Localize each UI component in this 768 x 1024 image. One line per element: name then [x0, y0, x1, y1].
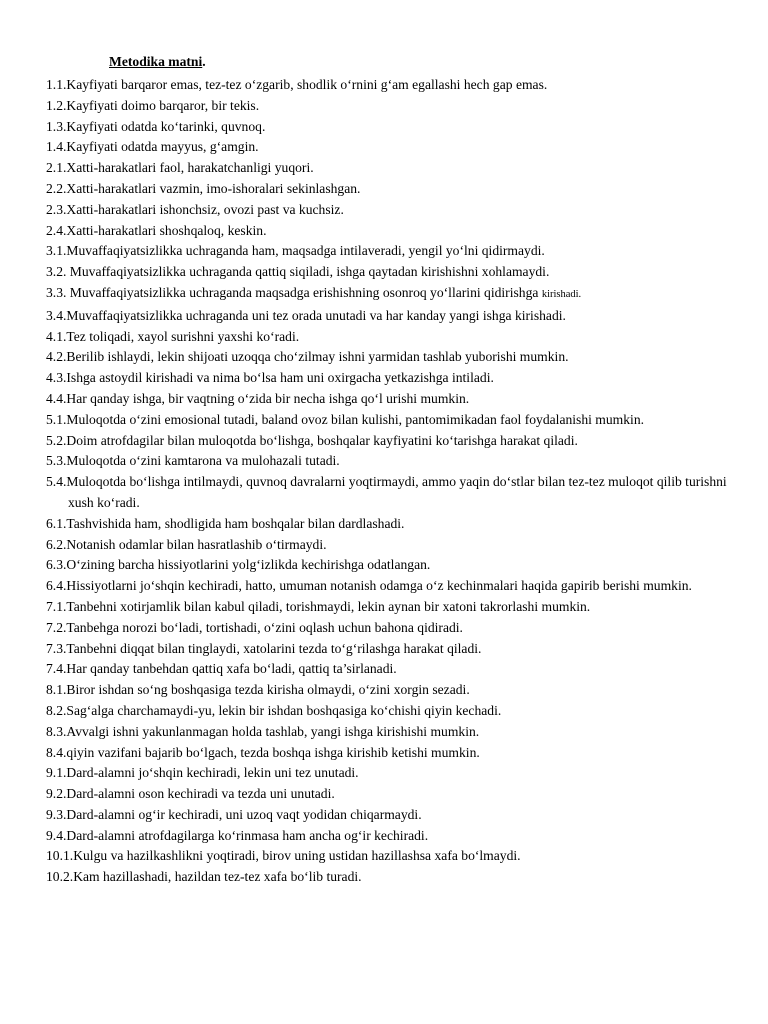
list-item: 1.1.Kayfiyati barqaror emas, tez-tez o‘zgarib, shodlik o‘rnini g‘am egallashi hech gap emas. — [46, 77, 548, 92]
list-item: 9.4.Dard-alamni atrofdagilarga ko‘rinmasa ham ancha og‘ir kechiradi. — [46, 827, 429, 843]
list-item: 2.1.Xatti-harakatlari faol, harakatchanligi yuqori. — [46, 160, 314, 176]
list-item: 6.4.Hissiyotlarni jo‘shqin kechiradi, hatto, umuman notanish odamga o‘z kechinmalari haqida gapirib berishi mumkin. — [46, 578, 692, 594]
list-item: 7.2.Tanbehga norozi bo‘ladi, tortishadi, o‘zini oqlash uchun bahona qidiradi. — [46, 619, 463, 635]
list-item-3-3 — [46, 283, 736, 306]
list-item: 7.4.Har qanday tanbehdan qattiq xafa bo‘ladi, qattiq ta’sirlanadi. — [46, 661, 397, 677]
list-item: 7.3.Tanbehni diqqat bilan tinglaydi, xatolarini tezda to‘g‘rilashga harakat qiladi. — [46, 640, 482, 656]
list-item: 4.4.Har qanday ishga, bir vaqtning o‘zida bir necha ishga qo‘l urishi mumkin. — [46, 390, 470, 406]
list-item: 8.3.Avvalgi ishni yakunlanmagan holda tashlab, yangi ishga kirishishi mumkin. — [46, 723, 480, 739]
list-item: 3.4.Muvaffaqiyatsizlikka uchraganda uni tez orada unutadi va har kanday yangi ishga kirishadi. — [46, 307, 566, 323]
list-item: 9.1.Dard-alamni jo‘shqin kechiradi, lekin uni tez unutadi. — [46, 765, 359, 781]
list-item: 5.1.Muloqotda o‘zini emosional tutadi, baland ovoz bilan kulishi, pantomimikadan faol foydalanishi mumkin. — [46, 411, 645, 427]
list-item: 6.1.Tashvishida ham, shodligida ham boshqalar bilan dardlashadi. — [46, 515, 405, 531]
list-item: 5.2.Doim atrofdagilar bilan muloqotda bo‘lishga, boshqalar kayfiyatini ko‘tarishga harakat qiladi. — [46, 432, 578, 448]
list-item: 4.3.Ishga astoydil kirishadi va nima bo‘lsa ham uni oxirgacha yetkazishga intiladi. — [46, 370, 494, 386]
list-item: 7.1.Tanbehni xotirjamlik bilan kabul qiladi, torishmaydi, lekin aynan bir xatoni takrorlashi mumkin. — [46, 598, 591, 614]
list-item: 6.2.Notanish odamlar bilan hasratlashib o‘tirmaydi. — [46, 536, 327, 552]
title-suffix: . — [202, 54, 206, 69]
document-title — [109, 53, 206, 70]
item-3-3-small: kirishadi. — [541, 288, 582, 300]
list-item: 4.2.Berilib ishlaydi, lekin shijoati uzoqqa cho‘zilmay ishni yarmidan tashlab yuborishi mumkin. — [46, 349, 569, 365]
list-item: 10.2.Kam hazillashadi, hazildan tez-tez xafa bo‘lib turadi. — [46, 869, 362, 885]
list-item: 8.1.Biror ishdan so‘ng boshqasiga tezda kirisha olmaydi, o‘zini xorgin sezadi. — [46, 682, 470, 698]
list-item: 4.1.Tez toliqadi, xayol surishni yaxshi ko‘radi. — [46, 328, 300, 344]
list-item: 8.2.Sag‘alga charchamaydi-yu, lekin bir ishdan boshqasiga ko‘chishi qiyin kechadi. — [46, 702, 502, 718]
statement-list — [46, 75, 736, 888]
list-item: 3.2. Muvaffaqiyatsizlikka uchraganda qattiq siqiladi, ishga qaytadan kirishishni xohlamaydi. — [46, 264, 550, 280]
list-item: 3.1.Muvaffaqiyatsizlikka uchraganda ham, maqsadga intilaveradi, yengil yo‘lni qidirmaydi. — [46, 243, 545, 259]
list-item: 1.2.Kayfiyati doimo barqaror, bir tekis. — [46, 97, 260, 113]
list-item: 1.4.Kayfiyati odatda mayyus, g‘amgin. — [46, 139, 259, 155]
list-item: 8.4.qiyin vazifani bajarib bo‘lgach, tezda boshqa ishga kirishib ketishi mumkin. — [46, 744, 480, 760]
list-item: 1.3.Kayfiyati odatda ko‘tarinki, quvnoq. — [46, 118, 266, 134]
list-item: 9.3.Dard-alamni og‘ir kechiradi, uni uzoq vaqt yodidan chiqarmaydi. — [46, 806, 422, 822]
title-text: Metodika matni — [109, 54, 203, 69]
item-3-3-main: 3.3. Muvaffaqiyatsizlikka uchraganda maqsadga erishishning osonroq yo‘llarini qidirishga — [46, 284, 542, 300]
list-item: 2.3.Xatti-harakatlari ishonchsiz, ovozi past va kuchsiz. — [46, 201, 344, 217]
list-item: 2.4.Xatti-harakatlari shoshqaloq, keskin. — [46, 222, 267, 238]
list-item: 5.3.Muloqotda o‘zini kamtarona va mulohazali tutadi. — [46, 453, 340, 469]
list-item: 10.1.Kulgu va hazilkashlikni yoqtiradi, birov uning ustidan hazillashsa xafa bo‘lmaydi. — [46, 848, 521, 864]
list-item: 5.4.Muloqotda bo‘lishga intilmaydi, quvnoq davralarni yoqtirmaydi, ammo yaqin do‘stlar bilan tez-tez muloqot qilib turishni xush ko‘radi. — [46, 474, 727, 510]
list-item: 2.2.Xatti-harakatlari vazmin, imo-ishoralari sekinlashgan. — [46, 180, 361, 196]
list-item: 9.2.Dard-alamni oson kechiradi va tezda uni unutadi. — [46, 786, 335, 802]
list-item: 6.3.O‘zining barcha hissiyotlarini yolg‘izlikda kechirishga odatlangan. — [46, 557, 431, 573]
